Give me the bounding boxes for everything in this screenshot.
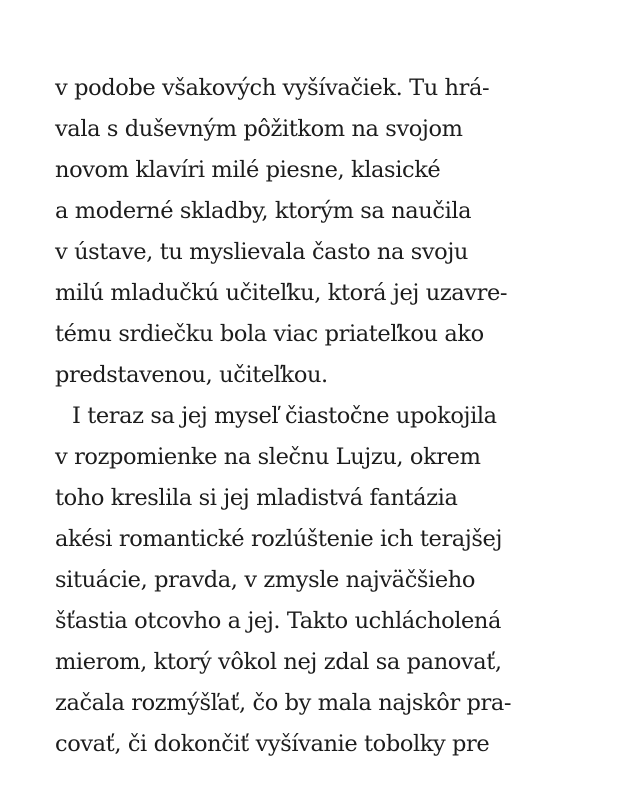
text-line-indented: I teraz sa jej myseľ čiastočne upokojila xyxy=(72,403,497,429)
text-line: šťastia otcovho a jej. Takto uchlácholená xyxy=(55,608,502,634)
text-line: v rozpomienke na slečnu Lujzu, okrem xyxy=(55,444,481,470)
text-line: akési romantické rozlúštenie ich terajšej xyxy=(55,526,503,552)
text-line: covať, či dokončiť vyšívanie tobolky pre xyxy=(55,731,490,757)
text-line: a moderné skladby, ktorým sa naučila xyxy=(55,198,472,224)
text-line: milú mladučkú učiteľku, ktorá jej uzavre- xyxy=(55,280,508,306)
text-line: vala s duševným pôžitkom na svojom xyxy=(55,116,463,142)
paragraph-new xyxy=(55,396,595,765)
text-line: mierom, ktorý vôkol nej zdal sa panovať, xyxy=(55,649,502,675)
text-line: novom klavíri milé piesne, klasické xyxy=(55,157,441,183)
text-line: tému srdiečku bola viac priateľkou ako xyxy=(55,321,484,347)
paragraph-continued xyxy=(55,68,595,396)
text-line: začala rozmýšľať, čo by mala najskôr pra- xyxy=(55,690,512,716)
text-line: situácie, pravda, v zmysle najväčšieho xyxy=(55,567,475,593)
text-line: predstavenou, učiteľkou. xyxy=(55,362,328,388)
book-page xyxy=(55,68,595,765)
text-line: toho kreslila si jej mladistvá fantázia xyxy=(55,485,458,511)
text-line: v podobe všakových vyšívačiek. Tu hrá- xyxy=(55,75,490,101)
text-line: v ústave, tu myslievala často na svoju xyxy=(55,239,468,265)
